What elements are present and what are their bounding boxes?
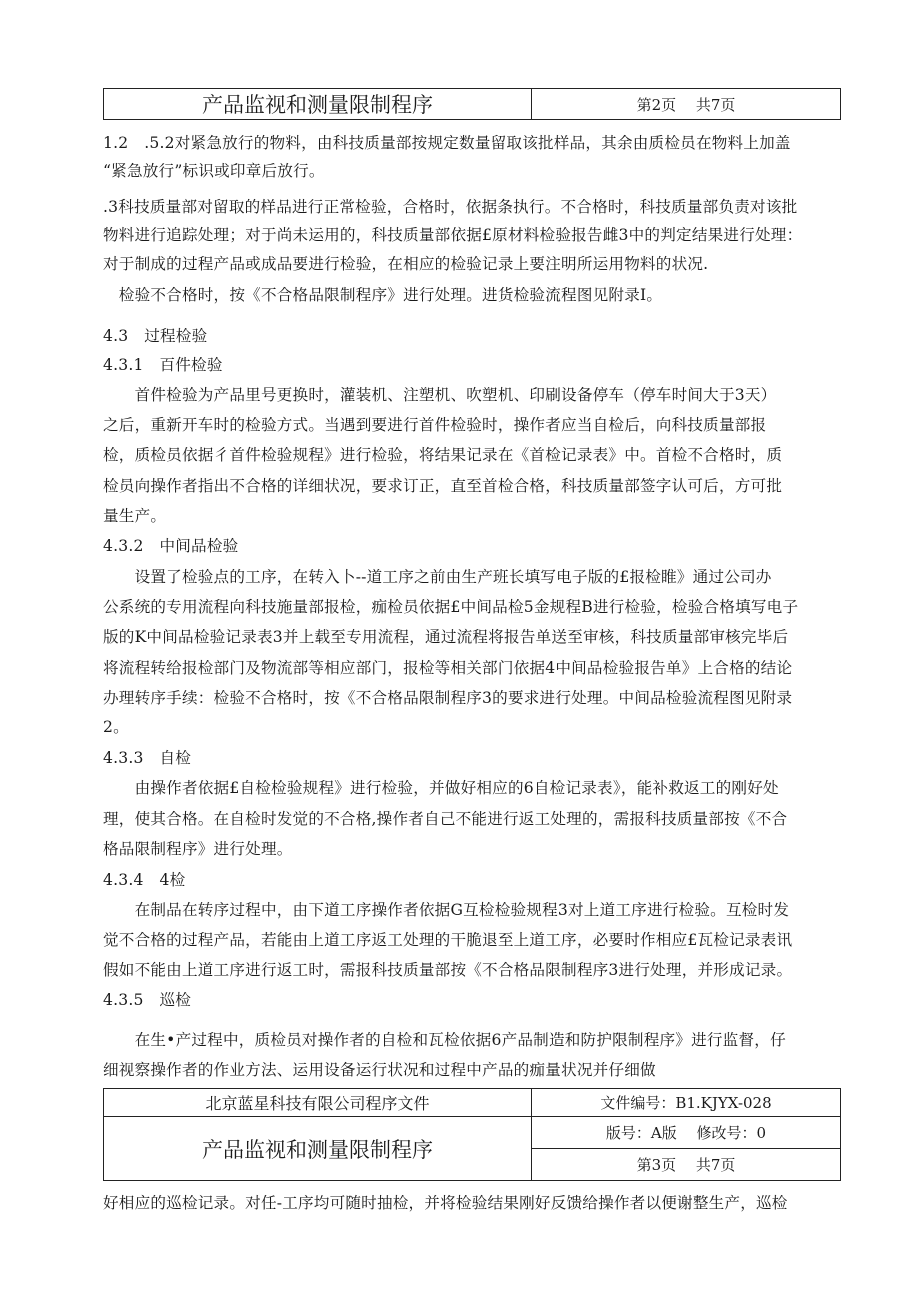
- text-line: 4.3.3 自检: [103, 749, 192, 767]
- document-title: 产品监视和测量限制程序: [104, 1117, 532, 1181]
- text-line: 好相应的巡检记录。对任-工序均可随时抽检，并将检验结果刚好反馈给操作者以便谢整生产，巡检: [103, 1194, 788, 1212]
- text-line: 对于制成的过程产品或成品要进行检验，在相应的检验记录上要注明所运用物料的状况.: [103, 255, 709, 273]
- text-line: 设置了检验点的工序，在转入卜--道工序之前由生产班长填写电子版的£报检睢》通过公司办: [103, 568, 772, 586]
- text-line: 4.3 过程检验: [103, 327, 208, 345]
- text-line: 1.2 .5.2对紧急放行的物料，由科技质量部按规定数量留取该批样品，其余由质检员在物料上加盖: [103, 134, 791, 152]
- text-line: 版的K中间品检验记录表3并上载至专用流程，通过流程将报告单送至审核，科技质量部审核完毕后: [103, 628, 789, 646]
- text-line: 觉不合格的过程产品，若能由上道工序返工处理的干脆退至上道工序，必要时作相应£瓦检记录表讯: [103, 931, 793, 949]
- text-line: 物料进行追踪处理；对于尚未运用的，科技质量部依据£原材料检验报告雌3中的判定结果进行处理：: [103, 226, 803, 244]
- version-info: 版号：A版 修改号：0: [532, 1117, 841, 1149]
- page-info: 第3页 共7页: [532, 1149, 841, 1181]
- document-title: 产品监视和测量限制程序: [104, 89, 532, 120]
- text-line: 在制品在转序过程中，由下道工序操作者依据G互检检验规程3对上道工序进行检验。互检时发: [103, 901, 790, 919]
- text-line: 量生产。: [103, 507, 167, 525]
- header-table-bottom: [103, 1088, 841, 1181]
- text-line: 理，使其合格。在自检时发觉的不合格,操作者自己不能进行返工处理的，需报科技质量部按《不合: [103, 810, 788, 828]
- text-line: “紧急放行”标识或印章后放行。: [103, 162, 325, 180]
- text-line: 假如不能由上道工序进行返工时，需报科技质量部按《不合格品限制程序3进行处理，并形成记录。: [103, 961, 793, 979]
- document-number: 文件编号：B1.KJYX-028: [532, 1089, 841, 1117]
- text-line: 4.3.1 百件检验: [103, 356, 223, 374]
- page-info: 第2页 共7页: [532, 89, 841, 120]
- company-name: 北京蓝星科技有限公司程序文件: [104, 1089, 532, 1117]
- text-line: 检验不合格时，按《不合格品限制程序》进行处理。进货检验流程图见附录I。: [103, 286, 663, 304]
- text-line: 在生•产过程中，质检员对操作者的自检和瓦检依据6产品制造和防护限制程序》进行监督，仔: [103, 1031, 786, 1049]
- text-line: 检员向操作者指出不合格的详细状况，要求订正，直至首检合格，科技质量部签字认可后，方可批: [103, 477, 783, 495]
- header-table-top: [103, 88, 841, 120]
- text-line: 格品限制程序》进行处理。: [103, 840, 293, 858]
- text-line: 办理转序手续：检验不合格时，按《不合格品限制程序3的要求进行处理。中间品检验流程图见附录: [103, 689, 793, 707]
- text-line: 公系统的专用流程向科技施量部报检，痂检员依据£中间品检5金规程B进行检验，检验合格填写电子: [103, 598, 799, 616]
- text-line: 细视察操作者的作业方法、运用设备运行状况和过程中产品的痂量状况并仔细做: [103, 1061, 656, 1079]
- text-line: 2。: [103, 718, 129, 736]
- text-line: 4.3.2 中间品检验: [103, 537, 239, 555]
- text-line: 检，质检员依据彳首件检验规程》进行检验，将结果记录在《首检记录表》中。首检不合格时，质: [103, 446, 783, 464]
- text-line: 之后，重新开车时的检验方式。当遇到要进行首件检验时，操作者应当自检后，向科技质量部报: [103, 416, 767, 434]
- text-line: 首件检验为产品里号更换时，灌装机、注塑机、吹塑机、印刷设备停车（停车时间大于3天）: [103, 386, 777, 404]
- text-line: 由操作者依据£自检检验规程》进行检验，并做好相应的6自检记录表》，能补救返工的刚好处: [103, 779, 779, 797]
- text-line: 4.3.4 4检: [103, 871, 186, 889]
- text-line: 将流程转给报检部门及物流部等相应部门，报检等相关部门依据4中间品检验报告单》上合格的结论: [103, 659, 793, 677]
- text-line: 4.3.5 巡检: [103, 991, 192, 1009]
- text-line: .3科技质量部对留取的样品进行正常检验，合格时，依据条执行。不合格时，科技质量部负责对该批: [103, 198, 798, 216]
